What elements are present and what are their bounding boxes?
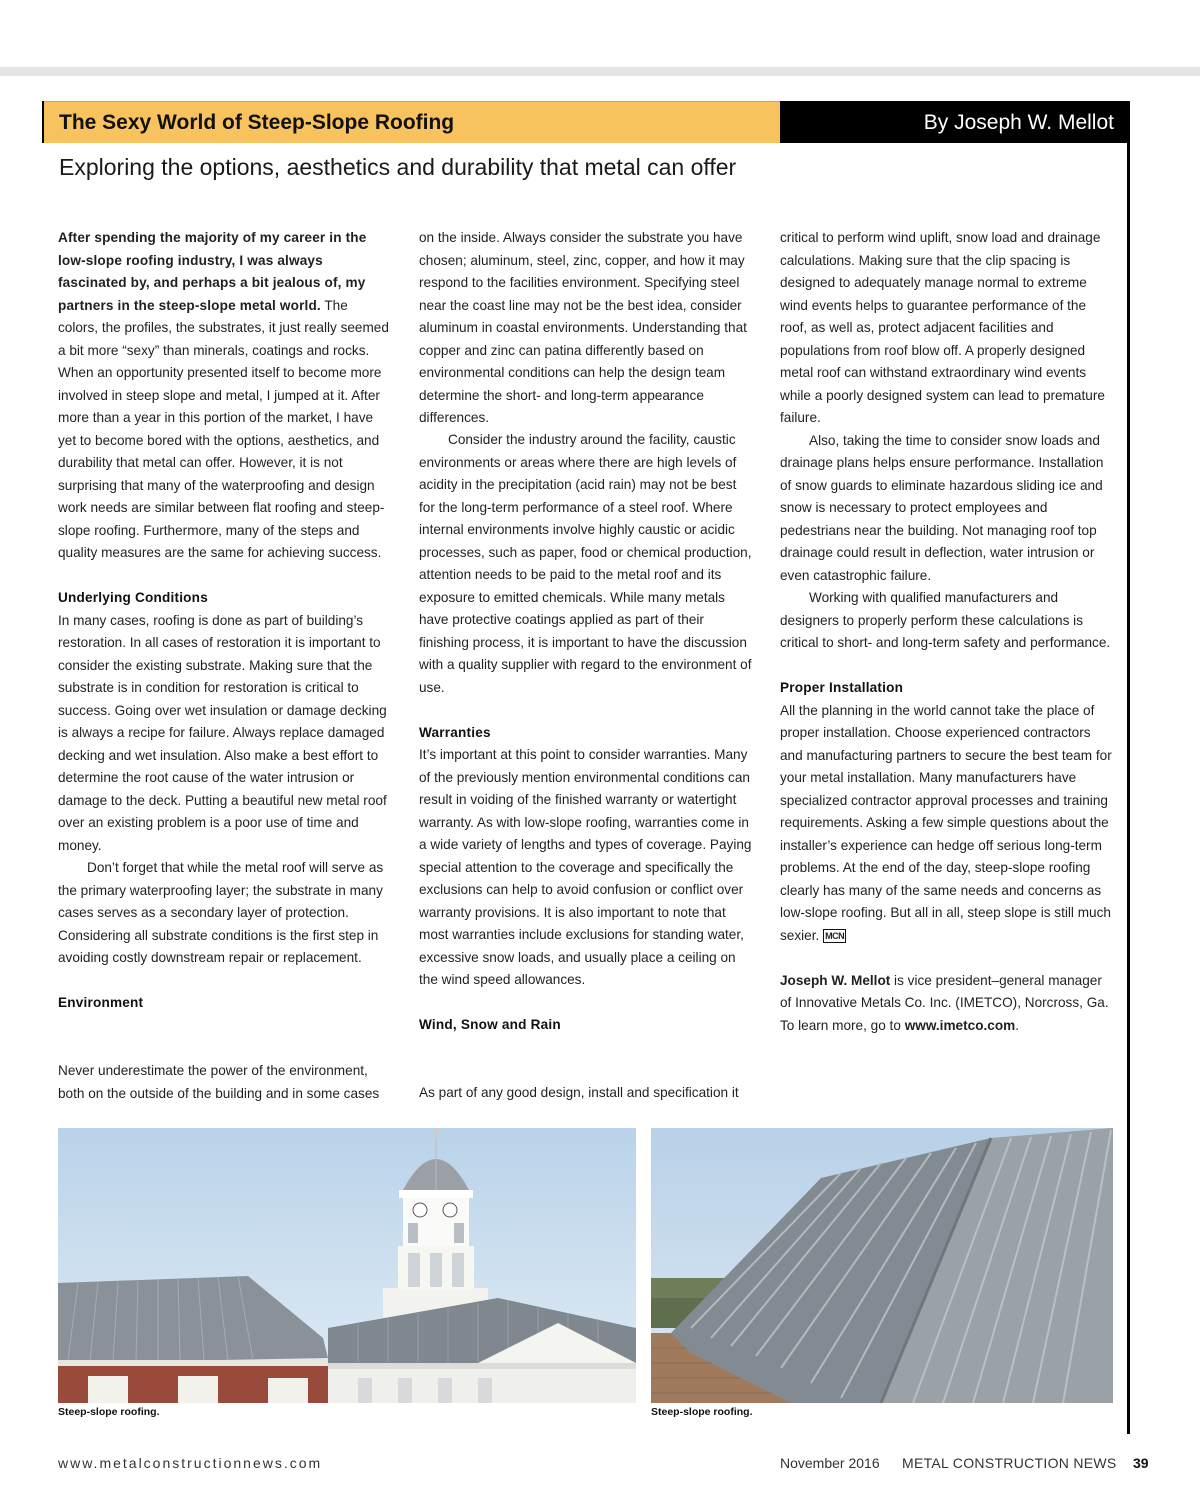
text-column-3 xyxy=(780,227,1115,1037)
text-column-1 xyxy=(58,227,391,1015)
environment-continued-text: on the inside. Always consider the substrate you have chosen; aluminum, steel, zinc, copper, and how it may respond to the facilities environment. Specifying steel near the coast line may not be the best idea, consider aluminum in coastal environments. Understanding that copper and zinc can patina differently based on environmental conditions can help the design team determine the short- and long-term appearance differences. xyxy=(419,230,747,425)
paragraph: Don’t forget that while the metal roof will serve as the primary waterproofing layer; the substrate in many cases serves as a secondary layer of protection. Considering all substrate conditions is the first step in avoiding costly downstream repair or replacement. xyxy=(58,860,384,965)
lead-paragraph xyxy=(58,227,391,565)
intro-text: The colors, the profiles, the substrates, it just really seemed a bit more “sexy” than minerals, coatings and rocks. When an opportunity presented itself to become more involved in steep slope and metal, I jumped at it. After more than a year in this portion of the market, I have yet to become bored with the options, aesthetics, and durability that metal can offer. However, it is not surprising that many of the waterproofing and design work needs are similar between flat roofing and steep-slope roofing. Furthermore, many of the steps and quality measures are the same for achieving success. xyxy=(58,297,389,560)
paragraph: In many cases, roofing is done as part of building’s restoration. In all cases of restoration it is important to consider the existing substrate. Making sure that the substrate is in condition for restoration is critical to success. Going over wet insulation or damage decking is always a recipe for failure. Always replace damaged decking and wet insulation. Also make a best effort to determine the root cause of the water intrusion or damage to the deck. Putting a beautiful new metal roof over an existing problem is a poor use of time and money. xyxy=(58,612,387,853)
paragraph: Working with qualified manufacturers and designers to properly perform these calculations is critical to short- and long-term safety and performance. xyxy=(780,590,1111,650)
title-bar-left-rule xyxy=(42,101,44,143)
environment-continued xyxy=(419,227,752,429)
photo-standing-seam-roof xyxy=(651,1128,1113,1403)
right-column-rule xyxy=(1127,101,1130,1434)
author-bio xyxy=(780,970,1115,1038)
environment-text: Never underestimate the power of the environment, both on the outside of the building and in some cases xyxy=(58,1063,380,1101)
text-column-1-tail xyxy=(58,1060,391,1105)
article-title: The Sexy World of Steep-Slope Roofing xyxy=(59,111,455,134)
byline-bar xyxy=(780,101,1130,143)
footer-magazine-name: METAL CONSTRUCTION NEWS xyxy=(902,1455,1117,1471)
paragraph-environment-start xyxy=(58,1060,391,1105)
text-column-2 xyxy=(419,227,752,1037)
photo-right-illustration xyxy=(651,1128,1113,1403)
top-band xyxy=(0,67,1200,76)
wind-continued xyxy=(780,227,1115,430)
heading-warranties: Warranties xyxy=(419,724,491,740)
text-column-2-tail xyxy=(419,1082,752,1104)
bio-name: Joseph W. Mellot xyxy=(780,972,891,988)
footer-website-link[interactable]: www.metalconstructionnews.com xyxy=(58,1455,323,1471)
heading-underlying-conditions: Underlying Conditions xyxy=(58,590,208,605)
heading-wind-snow-rain: Wind, Snow and Rain xyxy=(419,1017,561,1032)
heading-proper-installation: Proper Installation xyxy=(780,680,904,695)
paragraph: critical to perform wind uplift, snow load and drainage calculations. Making sure that the clip spacing is designed to adequately manage normal to extreme wind events helps to guarantee performance of the roof, as well as, protect adjacent facilities and populations from roof blow off. A properly designed metal roof can withstand extraordinary wind events while a poorly designed system can lead to premature failure. xyxy=(780,230,1105,425)
paragraph xyxy=(780,700,1115,948)
install-text: All the planning in the world cannot take the place of proper installation. Choose experienced contractors and manufacturing partners to secure the best team for your metal installation. Many manufacturers have specialized contractor approval processes and training requirements. Asking a few simple questions about the installer’s experience can hedge off serious long-term problems. At the end of the day, steep-slope roofing clearly has many of the same needs and concerns as low-slope roofing. But all in all, steep slope is still much sexier. xyxy=(780,702,1112,943)
photo-clock-tower-building xyxy=(58,1128,636,1403)
heading-environment: Environment xyxy=(58,995,144,1010)
end-mark-icon: MCN xyxy=(825,930,845,941)
bio-text: is vice president–general manager of Innovative Metals Co. Inc. (IMETCO), Norcross, Ga. To learn more, go to xyxy=(780,972,1109,1033)
paragraph: It’s important at this point to consider warranties. Many of the previously mention environmental conditions can result in voiding of the finished warranty or watertight warranty. As with low-slope roofing, warranties come in a wide variety of lengths and types of coverage. Paying special attention to the coverage and specifically the exclusions can help to avoid confusion or conflict over warranty provisions. It is also important to note that most warranties include exclusions for standing water, excessive snow loads, and usually place a ceiling on the wind speed allowances. xyxy=(419,747,752,987)
photo-left-illustration xyxy=(58,1128,636,1403)
photo-caption-left: Steep-slope roofing. xyxy=(58,1406,160,1418)
bio-end: . xyxy=(1015,1017,1020,1033)
bio-url-link[interactable]: www.imetco.com xyxy=(904,1017,1016,1033)
page-number: 39 xyxy=(1133,1455,1149,1471)
wind-text-start: As part of any good design, install and specification it xyxy=(419,1085,739,1100)
photo-caption-right: Steep-slope roofing. xyxy=(651,1406,753,1418)
footer-date: November 2016 xyxy=(780,1455,880,1471)
lead-text: After spending the majority of my career in the low-slope roofing industry, I was always fascinated by, and perhaps a bit jealous of, my partners in the steep-slope metal world. xyxy=(58,230,367,313)
paragraph: Also, taking the time to consider snow loads and drainage plans helps ensure performance. Installation of snow guards to eliminate hazardous sliding ice and snow is necessary to protect employees and pedestrians near the building. Not managing roof top drainage could result in deflection, water intrusion or even catastrophic failure. xyxy=(780,432,1104,583)
paragraph: Consider the industry around the facility, caustic environments or areas where there are high levels of acidity in the precipitation (acid rain) may not be best for the long-term performance of a steel roof. Where internal environments involve highly caustic or acidic processes, such as paper, food or chemical production, attention needs to be paid to the metal roof and its exposure to emitted chemicals. While many metals have protective coatings applied as part of their finishing process, it is important to have the discussion with a quality supplier with regard to the environment of use. xyxy=(419,432,752,695)
byline: By Joseph W. Mellot xyxy=(923,111,1114,134)
title-bar xyxy=(42,101,780,143)
article-subtitle: Exploring the options, aesthetics and durability that metal can offer xyxy=(59,154,737,180)
